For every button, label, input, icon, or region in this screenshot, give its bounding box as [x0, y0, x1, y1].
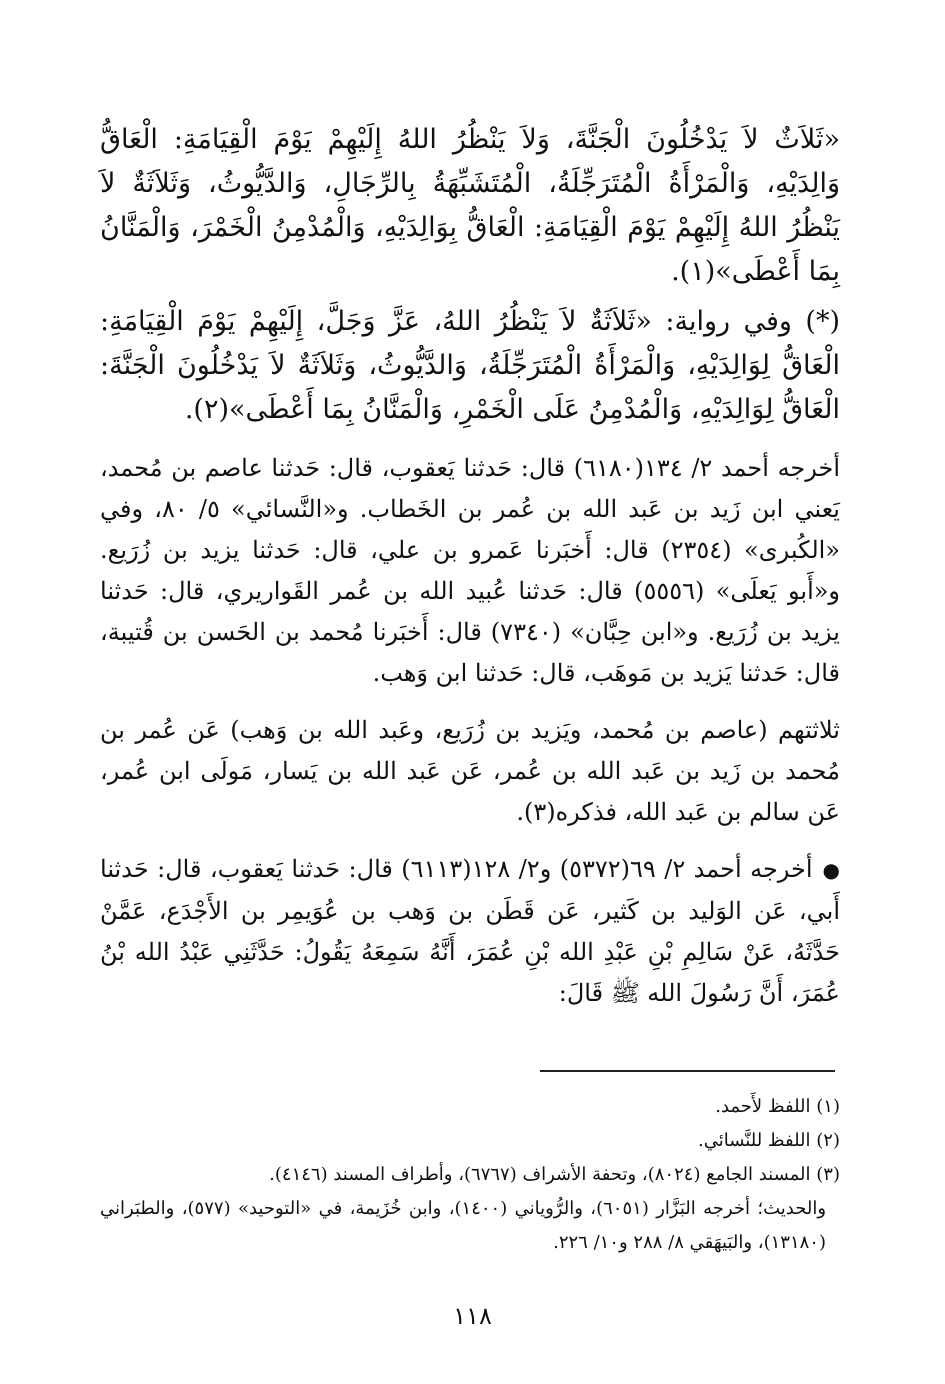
hadith-text-1: «ثَلاَثٌ لاَ يَدْخُلُونَ الْجَنَّةَ، وَلاَ يَنْظُرُ اللهُ إِلَيْهِمْ يَوْمَ الْقِيَامَةِ: الْعَاقُّ وَالِدَيْهِ، وَالْمَرْأَةُ الْمُتَرَجِّلَةُ، الْمُتَشَبِّهَةُ بِالرِّجَالِ، وَالدَّيُّوثُ، وَثَلاَثَةٌ لاَ يَنْظُرُ اللهُ إِلَيْهِمْ يَوْمَ الْقِيَامَةِ: الْعَاقُّ بِوَالِدَيْهِ، وَالْمُدْمِنُ الْخَمْرَ، وَالْمَنَّانُ بِمَا أَعْطَى»(١). — [100, 124, 840, 287]
footnote-3: (٣) المسند الجامع (٨٠٢٤)، وتحفة الأشراف (٦٧٦٧)، وأطراف المسند (٤١٤٦). — [269, 1164, 840, 1185]
takhrij-paragraph-1: أخرجه أحمد ٢/ ١٣٤(٦١٨٠) قال: حَدثنا يَعقوب، قال: حَدثنا عاصم بن مُحمد، يَعني ابن زَيد بن عَبد الله بن عُمر بن الخَطاب. و«النَّسائي» ٥/ ٨٠، وفي «الكُبرى» (٢٣٥٤) قال: أَخبَرنا عَمرو بن علي، قال: حَدثنا يزيد بن زُرَيع. و«أَبو يَعلَى» (٥٥٥٦) قال: حَدثنا عُبيد الله بن عُمر القَواريري، قال: حَدثنا يزيد بن زُرَيع. و«ابن حِبَّان» (٧٣٤٠) قال: أَخبَرنا مُحمد بن الحَسن بن قُتيبة، قال: حَدثنا يَزيد بن مَوهَب، قال: حَدثنا ابن وَهب. — [100, 454, 841, 687]
footnote-2: (٢) اللفظ للنَّسائي. — [698, 1130, 840, 1151]
page-number: ١١٨ — [453, 1302, 492, 1330]
footnote-1: (١) اللفظ لأَحمد. — [715, 1096, 840, 1117]
bullet-icon: ● — [822, 858, 840, 882]
footnote-3-continuation: والحديث؛ أخرجه البَزَّار (٦٠٥١)، والرُّوياني (١٤٠٠)، وابن خُزَيمة، في «التوحيد» (٥٧٧)، والطبَراني (١٣١٨٠)، والبَيهَقي ٨/ ٢٨٨ و١٠/ ٢٢٦. — [100, 1198, 827, 1253]
takhrij-paragraph-3 — [100, 849, 840, 1014]
main-text — [100, 118, 840, 1014]
takhrij-paragraph-3-text: أخرجه أحمد ٢/ ٦٩(٥٣٧٢) و٢/ ١٢٨(٦١١٣) قال: حَدثنا يَعقوب، قال: حَدثنا أَبي، عَن الوَليد بن كَثير، عَن قَطَن بن وَهب بن عُوَيمِر بن الأَجْدَع، عَمَّنْ حَدَّثَهُ، عَنْ سَالِمِ بْنِ عَبْدِ الله بْنِ عُمَرَ، أَنَّهُ سَمِعَهُ يَقُولُ: حَدَّثَنِي عَبْدُ الله بْنُ عُمَرَ، أَنَّ رَسُولَ الله ﷺ قَالَ: — [100, 855, 840, 1007]
takhrij-paragraph-2: ثلاثتهم (عاصم بن مُحمد، ويَزيد بن زُرَيع، وعَبد الله بن وَهب) عَن عُمر بن مُحمد بن زَيد بن عَبد الله بن عُمر، عَن عَبد الله بن يَسار، مَولَى ابن عُمر، عَن سالم بن عَبد الله، فذكره(٣). — [100, 716, 840, 826]
footnotes — [100, 1090, 840, 1260]
footnote-separator — [540, 1070, 835, 1072]
hadith-text-2: (*) وفي رواية: «ثَلاَثَةٌ لاَ يَنْظُرُ اللهُ، عَزَّ وَجَلَّ، إِلَيْهِمْ يَوْمَ الْقِيَامَةِ: الْعَاقُّ لِوَالِدَيْهِ، وَالْمَرْأَةُ الْمُتَرَجِّلَةُ، وَالدَّيُّوثُ، وَثَلاَثَةٌ لاَ يَدْخُلُونَ الْجَنَّةَ: الْعَاقُّ لِوَالِدَيْهِ، وَالْمُدْمِنُ عَلَى الْخَمْرِ، وَالْمَنَّانُ بِمَا أَعْطَى»(٢). — [100, 306, 840, 425]
